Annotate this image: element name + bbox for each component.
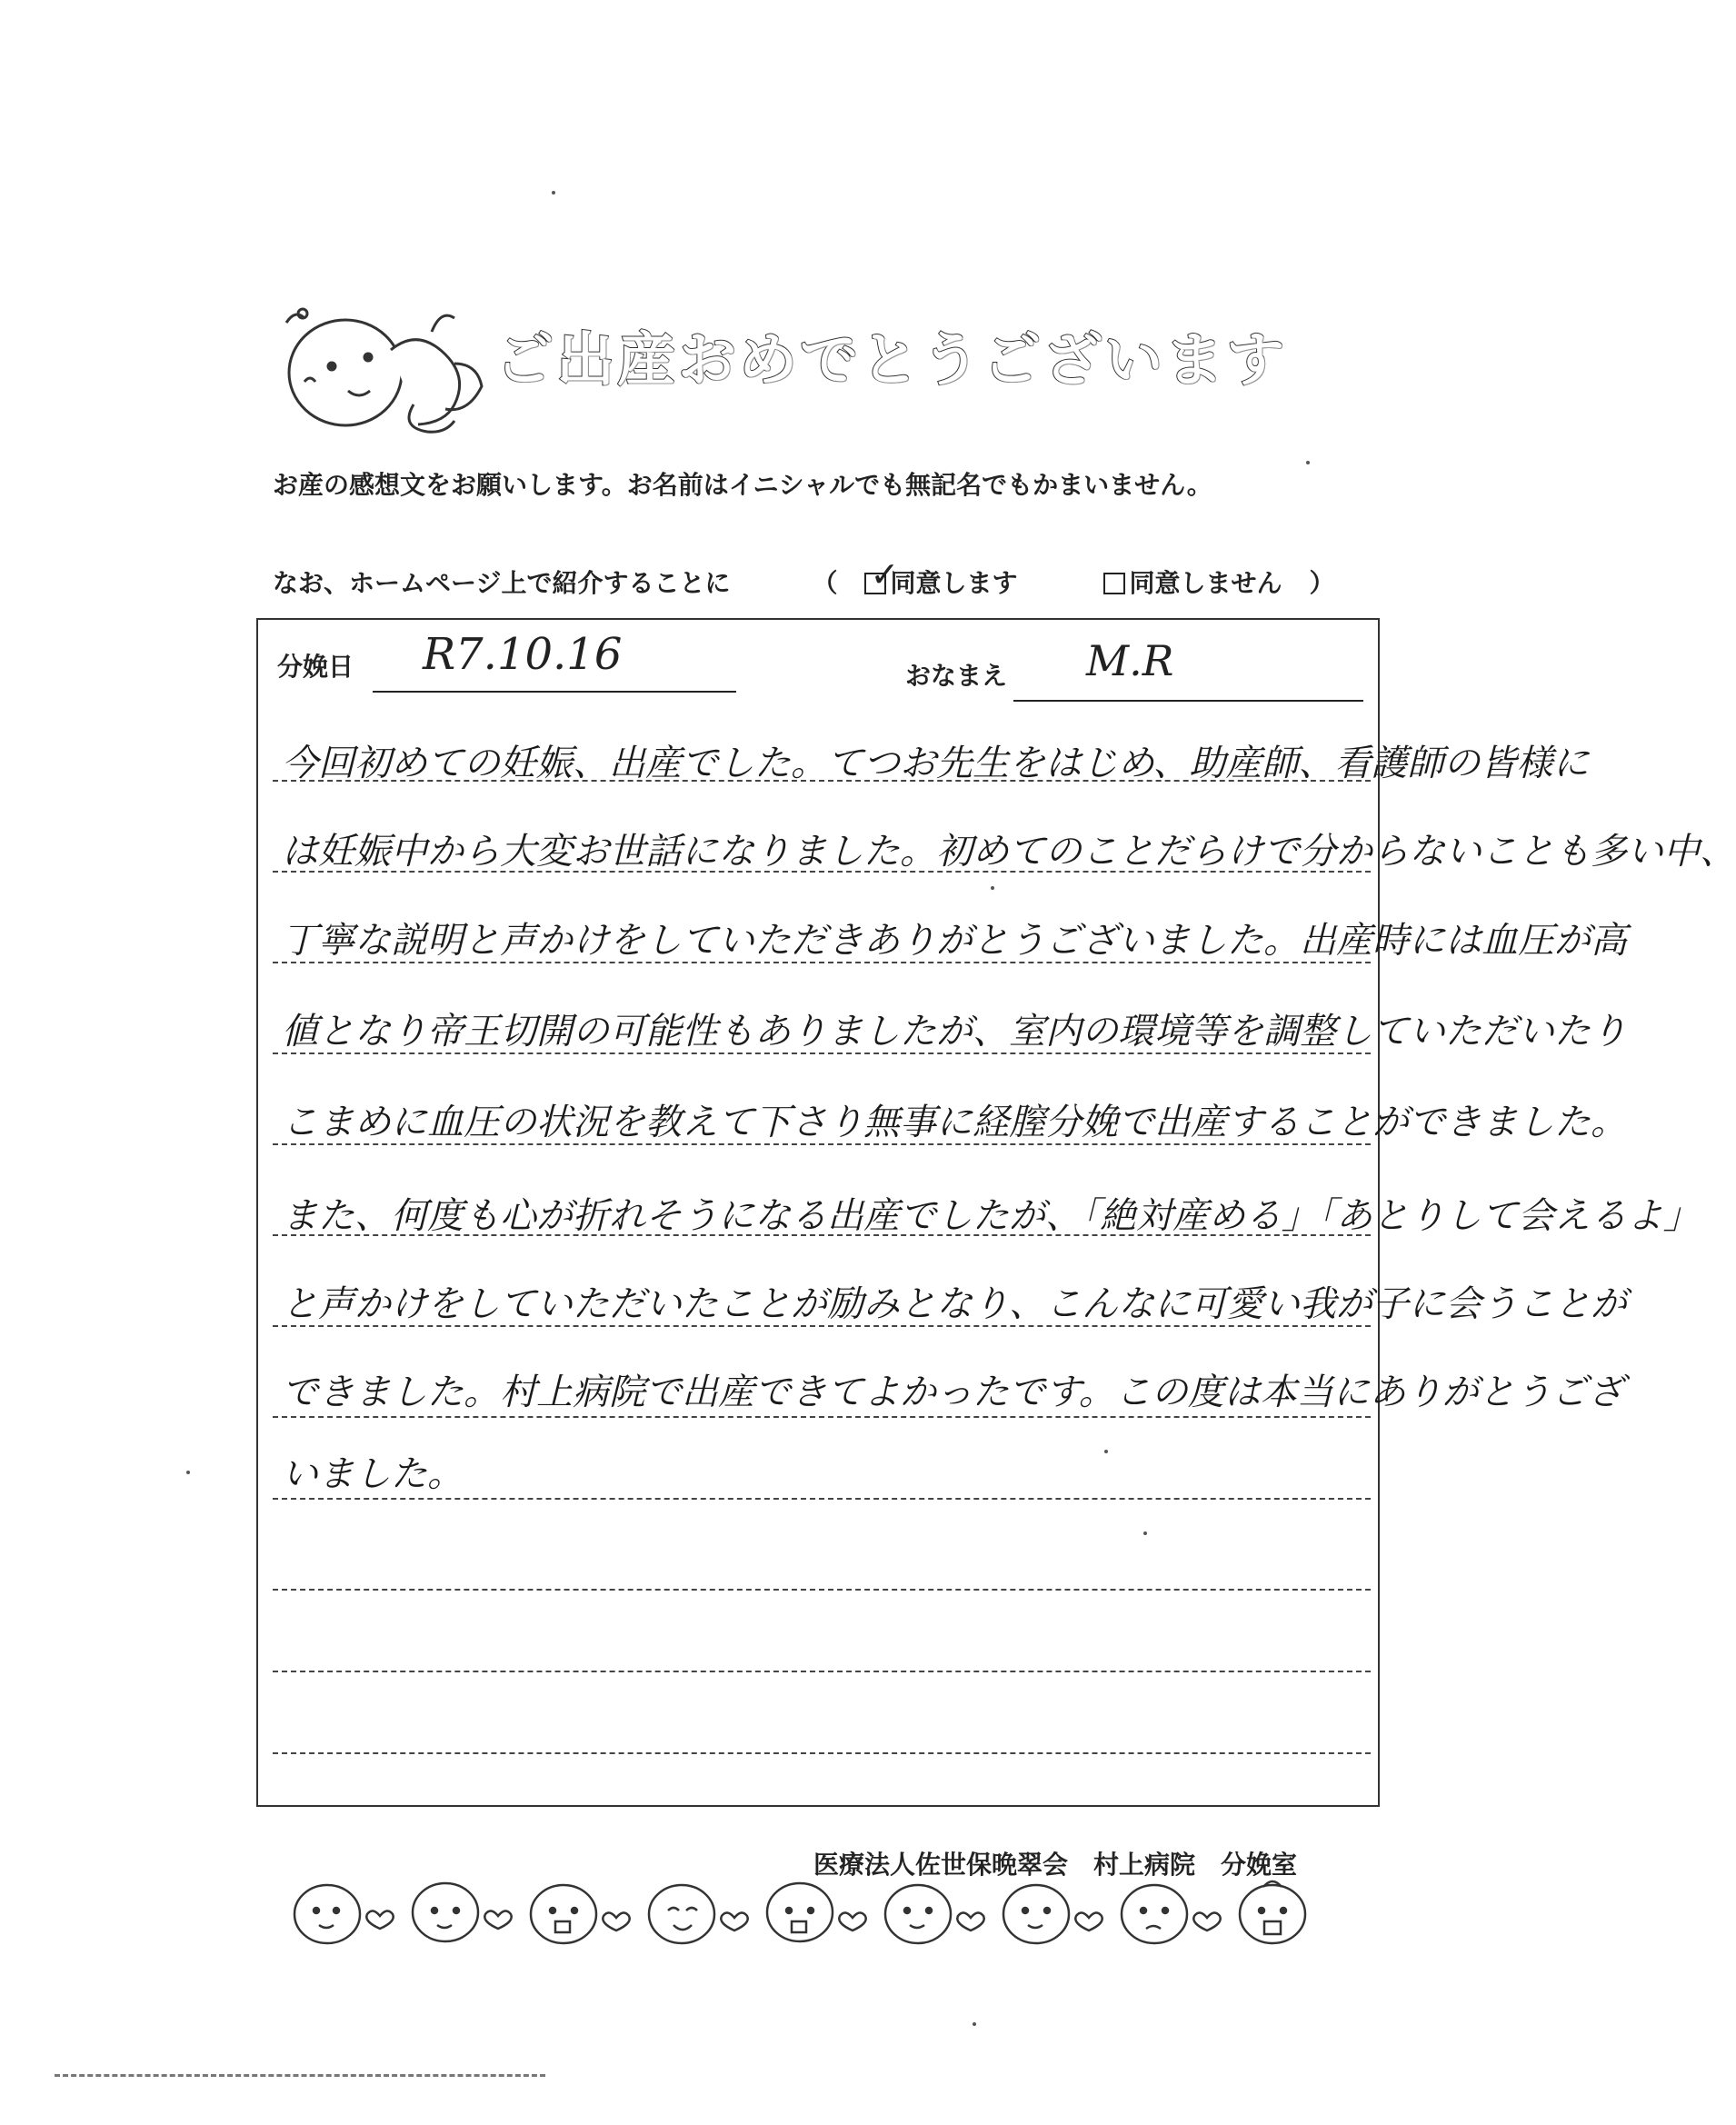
- agree-label: 同意します: [890, 568, 1018, 598]
- baby-face-icon: [885, 1885, 951, 1943]
- delivery-date-label: 分娩日: [277, 652, 354, 682]
- baby-face-icon: [1122, 1885, 1187, 1943]
- name-label: おなまえ: [905, 661, 1008, 691]
- consent-open-paren: （: [812, 568, 838, 598]
- heart-icon: [1193, 1912, 1220, 1930]
- baby-face-icon: [294, 1885, 360, 1943]
- baby-crawling-icon: [277, 295, 504, 445]
- baby-face-icon: [649, 1885, 714, 1943]
- scan-speck: [1104, 1450, 1108, 1453]
- baby-face-icon: [531, 1885, 596, 1943]
- scan-speck: [1143, 1531, 1147, 1535]
- ruled-line: [273, 1416, 1371, 1418]
- baby-face-icon: [767, 1883, 833, 1941]
- message-line: できました。村上病院で出産できてよかったです。この度は本当にありがとうござ: [282, 1372, 1624, 1413]
- heart-icon: [603, 1912, 629, 1930]
- baby-face-icon: [1003, 1885, 1069, 1943]
- baby-faces-decoration: [286, 1871, 1363, 1952]
- message-line: と声かけをしていただいたことが励みとなり、こんなに可愛い我が子に会うことが: [282, 1283, 1627, 1325]
- scan-speck: [973, 2022, 976, 2026]
- delivery-date-value[interactable]: R7.10.16: [423, 629, 623, 680]
- disagree-label: 同意しません: [1129, 568, 1282, 598]
- ruled-line: [273, 1752, 1371, 1754]
- message-line: 丁寧な説明と声かけをしていただきありがとうございました。出産時には血圧が高: [282, 920, 1627, 962]
- message-line: いました。: [282, 1453, 464, 1495]
- name-underline: [1013, 700, 1363, 702]
- agree-checkbox[interactable]: [864, 554, 900, 594]
- ruled-line: [273, 1498, 1371, 1500]
- consent-close-paren: ）: [1309, 568, 1335, 598]
- page-title: ご出産おめでとうございます: [495, 327, 1287, 394]
- heart-icon: [721, 1912, 747, 1930]
- scan-speck: [1306, 461, 1310, 464]
- heart-icon: [484, 1911, 511, 1929]
- message-line: また、何度も心が折れそうになる出産でしたが、「絶対産める」「あとりして会えるよ」: [282, 1195, 1700, 1237]
- scan-speck: [991, 886, 994, 890]
- heart-icon: [366, 1911, 393, 1929]
- consent-prefix: なお、ホームページ上で紹介することに: [273, 568, 731, 598]
- delivery-date-underline: [373, 691, 736, 693]
- consent-row: [273, 554, 1335, 600]
- heart-icon: [1075, 1912, 1102, 1930]
- check-mark-icon: ✓: [870, 554, 900, 594]
- ruled-line: [273, 1671, 1371, 1672]
- baby-face-icon: [413, 1883, 478, 1941]
- scan-artifact-line: [55, 2074, 545, 2077]
- scan-speck: [186, 1471, 190, 1474]
- scan-speck: [552, 191, 555, 195]
- request-text: お産の感想文をお願いします。お名前はイニシャルでも無記名でもかまいません。: [273, 470, 1212, 500]
- message-line: 値となり帝王切開の可能性もありましたが、室内の環境等を調整していただいたり: [282, 1011, 1627, 1053]
- message-line: こまめに血圧の状況を教えて下さり無事に経膣分娩で出産することができました。: [282, 1102, 1627, 1143]
- name-value[interactable]: M.R: [1086, 636, 1174, 685]
- ruled-line: [273, 1589, 1371, 1591]
- baby-face-icon: [1240, 1881, 1305, 1943]
- footer-organization: 医療法人佐世保晩翠会 村上病院 分娩室: [813, 1850, 1298, 1880]
- heart-icon: [839, 1912, 865, 1930]
- heart-icon: [957, 1912, 983, 1930]
- message-line: 今回初めての妊娠、出産でした。てつお先生をはじめ、助産師、看護師の皆様に: [282, 743, 1590, 784]
- disagree-checkbox[interactable]: [1103, 573, 1125, 594]
- message-line: は妊娠中から大変お世話になりました。初めてのことだらけで分からないことも多い中、: [282, 831, 1736, 873]
